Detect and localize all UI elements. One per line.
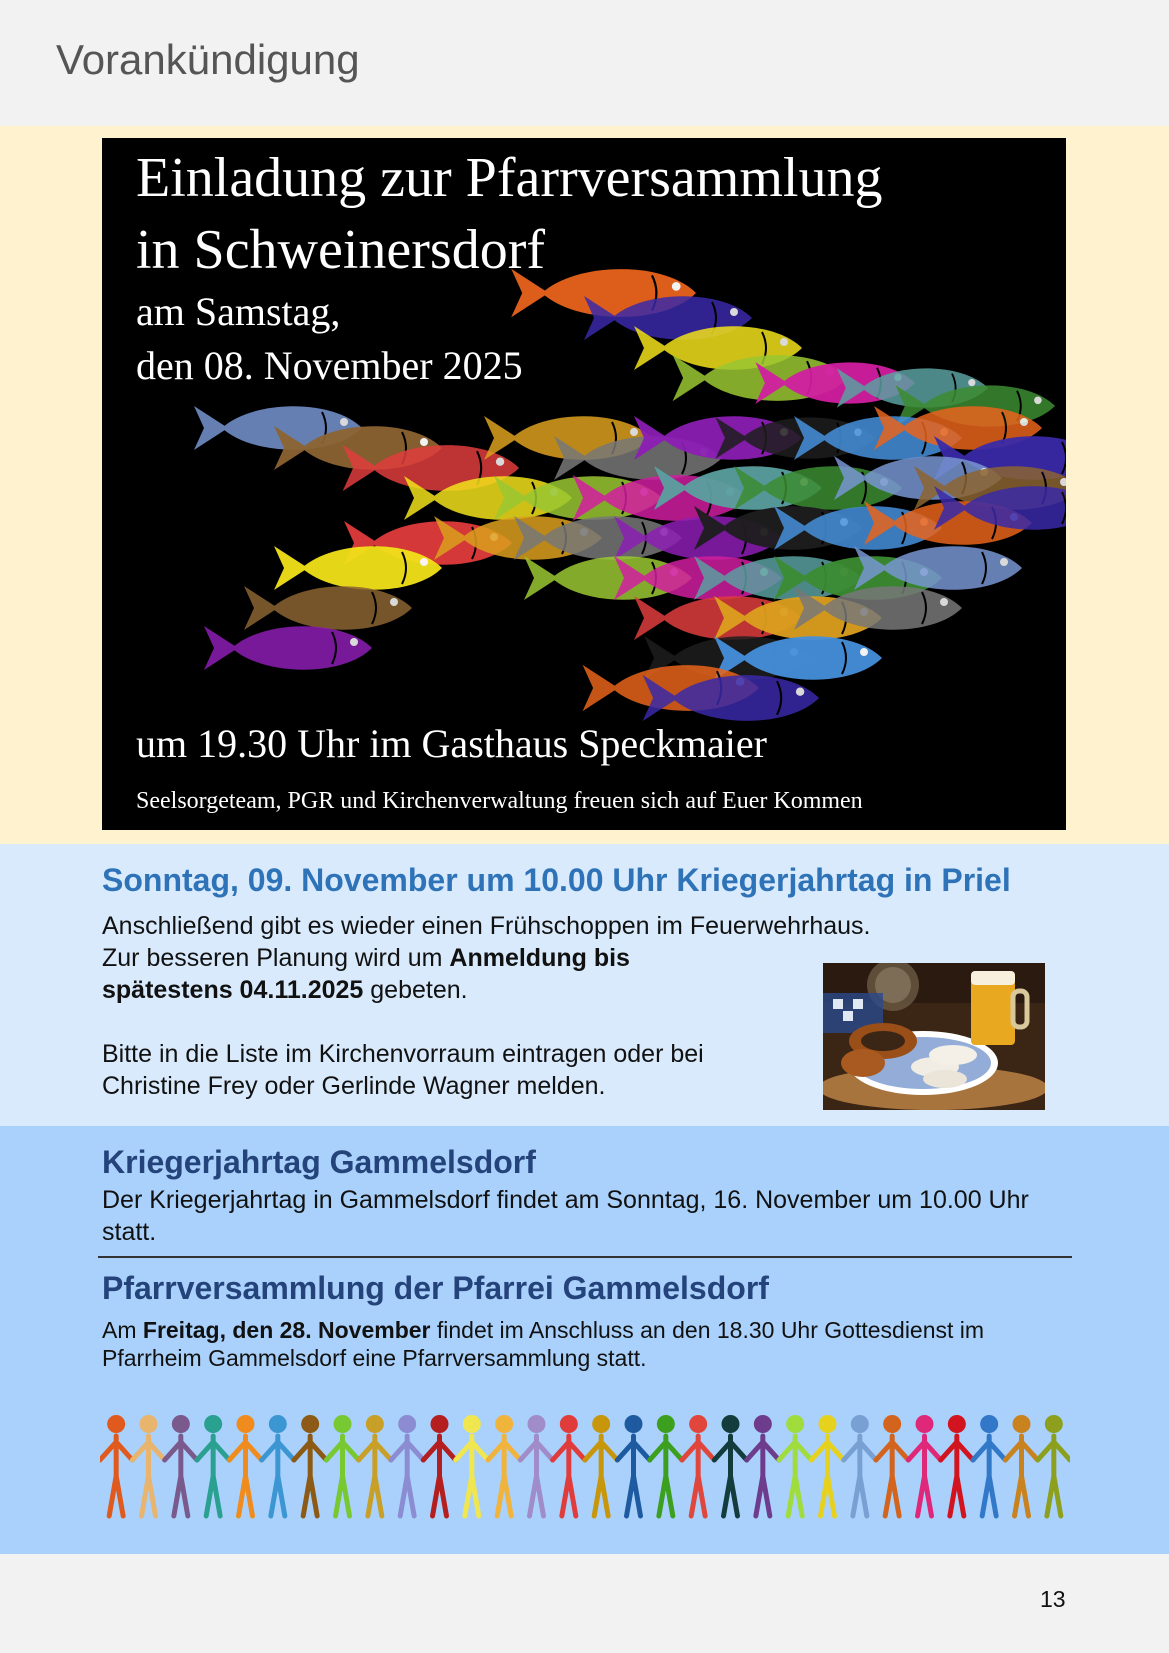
heading-kriegerjahrtag-gammelsdorf: Kriegerjahrtag Gammelsdorf <box>102 1144 536 1180</box>
heading-pfarrversammlung-gammelsdorf: Pfarrversammlung der Pfarrei Gammelsdorf <box>102 1270 769 1306</box>
poster-line-time-location: um 19.30 Uhr im Gasthaus Speckmaier <box>136 721 767 766</box>
fruehschoppen-photo <box>823 963 1045 1110</box>
invitation-poster <box>102 138 1066 830</box>
page-title: Vorankündigung <box>56 36 360 83</box>
people-chain-illustration <box>100 1410 1070 1522</box>
poster-line-hosts: Seelsorgeteam, PGR und Kirchenverwaltung freuen sich auf Euer Kommen <box>136 788 863 814</box>
poster-line-place: in Schweinersdorf <box>136 219 546 281</box>
text-pfarrversammlung <box>102 1316 1082 1372</box>
poster-line-date: den 08. November 2025 <box>136 343 523 388</box>
text-fruehschoppen: Anschließend gibt es wieder einen Frühschoppen im Feuerwehrhaus. <box>102 912 871 940</box>
page-number: 13 <box>1040 1586 1066 1612</box>
text-anmeldung-post: gebeten. <box>363 976 468 1004</box>
section-divider <box>98 1256 1072 1258</box>
text-pfarrversammlung-date: Freitag, den 28. November <box>142 1317 431 1343</box>
text-anmeldung-deadline: Anmeldung bis spätestens 04.11.2025 <box>102 944 630 1004</box>
text-anmeldung <box>102 942 722 1006</box>
text-pfarrversammlung-post: findet im Anschluss an den 18.30 Uhr Gottesdienst im Pfarrheim Gammelsdorf eine Pfarrversammlung statt. <box>102 1317 985 1371</box>
text-liste: Bitte in die Liste im Kirchenvorraum eintragen oder bei Christine Frey oder Gerlinde Wagner melden. <box>102 1040 704 1100</box>
poster-line-title: Einladung zur Pfarrversammlung <box>136 147 883 209</box>
text-kriegerjahrtag-gammelsdorf: Der Kriegerjahrtag in Gammelsdorf findet am Sonntag, 16. November um 10.00 Uhr statt. <box>102 1186 1029 1246</box>
heading-kriegerjahrtag-priel: Sonntag, 09. November um 10.00 Uhr Kriegerjahrtag in Priel <box>102 862 1011 898</box>
text-anmeldung-pre: Zur besseren Planung wird um <box>102 944 450 972</box>
text-pfarrversammlung-pre: Am <box>102 1317 143 1343</box>
poster-line-day: am Samstag, <box>136 289 341 334</box>
